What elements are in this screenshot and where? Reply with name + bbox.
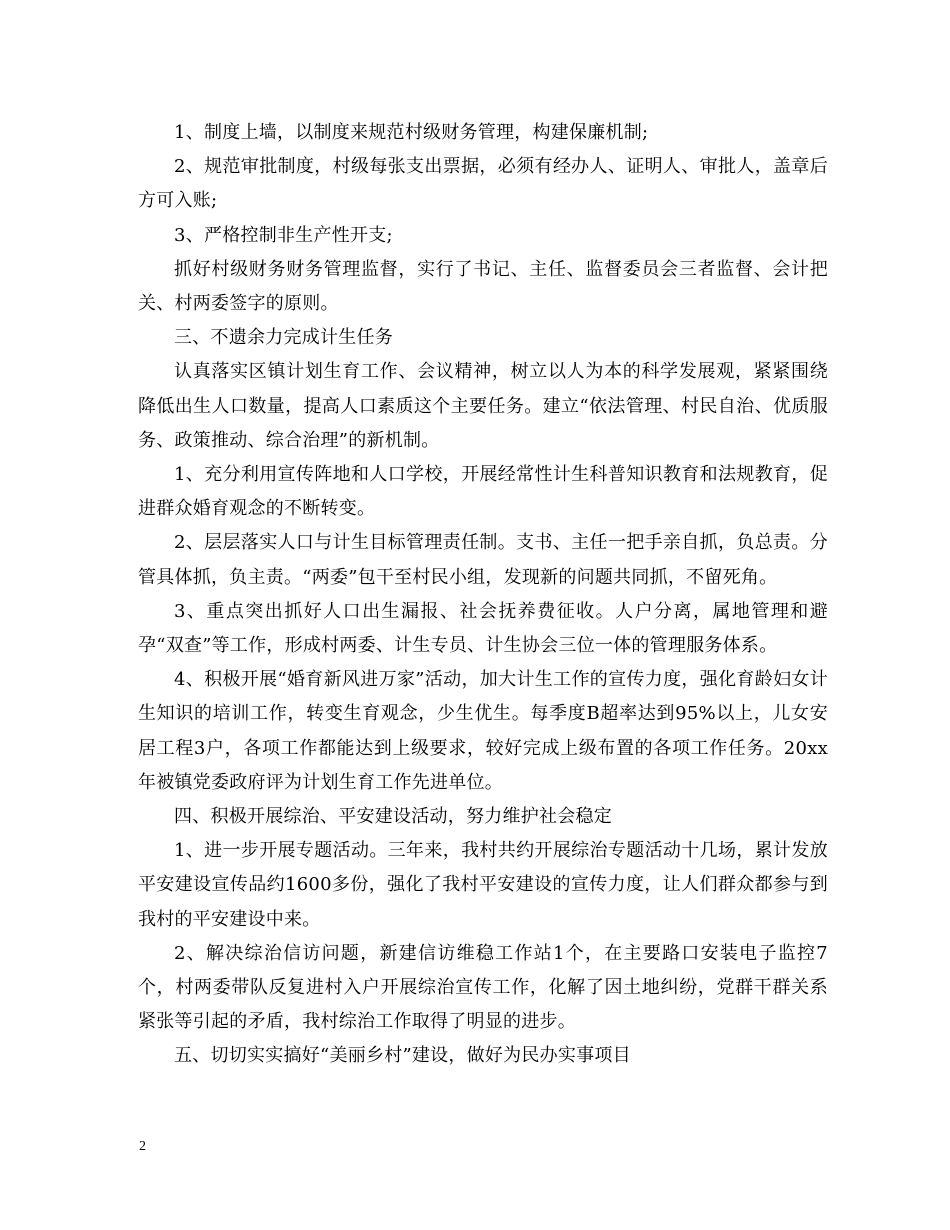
- paragraph: 1、制度上墙，以制度来规范村级财务管理，构建保廉机制;: [174, 122, 649, 143]
- section-heading: 四、积极开展综治、平安建设活动，努力维护社会稳定: [174, 806, 612, 828]
- section-heading: 三、不遗余力完成计生任务: [174, 327, 393, 349]
- document-body: [138, 116, 828, 1074]
- paragraph: 3、严格控制非生产性开支;: [174, 224, 393, 246]
- paragraph: 抓好村级财务财务管理监督，实行了书记、主任、监督委员会三者监督、会计把关、村两委签字的原则。: [138, 258, 828, 315]
- paragraph: 2、规范审批制度，村级每张支出票据，必须有经办人、证明人、审批人，盖章后方可入账;: [138, 156, 828, 212]
- paragraph: 2、解决综治信访问题，新建信访维稳工作站1个，在主要路口安装电子监控7个，村两委带队反复进村入户开展综治宣传工作，化解了因土地纠纷，党群干群关系紧张等引起的矛盾，我村综治工作取得了明显的进步。: [138, 942, 828, 1033]
- paragraph: 4、积极开展“婚育新风进万家”活动，加大计生工作的宣传力度，强化育龄妇女计生知识的培训工作，转变生育观念，少生优生。每季度B超率达到95%以上，儿女安居工程3户，各项工作都能达到上级要求，较好完成上级布置的各项工作任务。20xx年被镇党委政府评为计划生育工作先进单位。: [138, 669, 828, 793]
- paragraph: 3、重点突出抓好人口出生漏报、社会抚养费征收。人户分离，属地管理和避孕“双查”等工作，形成村两委、计生专员、计生协会三位一体的管理服务体系。: [138, 600, 828, 657]
- page-number: 2: [139, 1139, 146, 1154]
- paragraph: 2、层层落实人口与计生目标管理责任制。支书、主任一把手亲自抓，负总责。分管具体抓，负主责。“两委”包干至村民小组，发现新的问题共同抓，不留死角。: [138, 532, 828, 588]
- paragraph: 认真落实区镇计划生育工作、会议精神，树立以人为本的科学发展观，紧紧围绕降低出生人口数量，提高人口素质这个主要任务。建立“依法管理、村民自治、优质服务、政策推动、综合治理”的新机制。: [138, 361, 828, 451]
- section-heading: 五、切切实实搞好“美丽乡村”建设，做好为民办实事项目: [174, 1045, 631, 1067]
- paragraph: 1、充分利用宣传阵地和人口学校，开展经常性计生科普知识教育和法规教育，促进群众婚育观念的不断转变。: [138, 464, 828, 520]
- paragraph: 1、进一步开展专题活动。三年来，我村共约开展综治专题活动十几场，累计发放平安建设宣传品约1600多份，强化了我村平安建设的宣传力度，让人们群众都参与到我村的平安建设中来。: [138, 840, 828, 930]
